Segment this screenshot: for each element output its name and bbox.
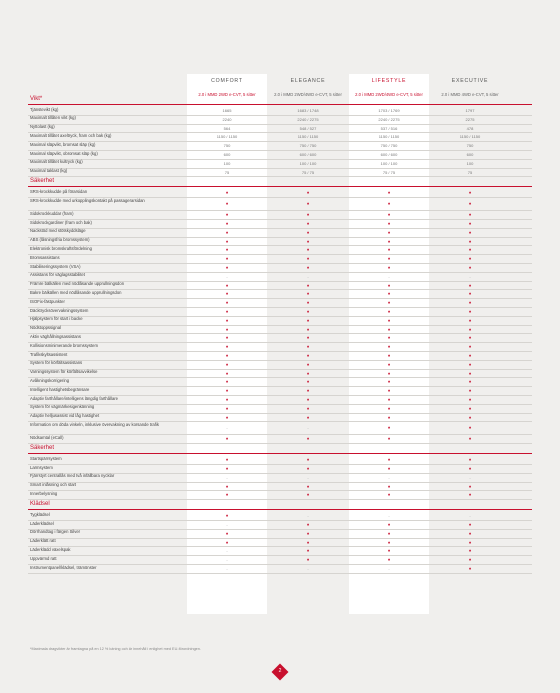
standard-dot: ♦ [225,457,229,463]
standard-dot: ♦ [387,317,391,323]
standard-dot: ♦ [387,361,391,367]
standard-dot: ♦ [387,379,391,385]
standard-dot: ♦ [387,492,391,498]
row-label: Stabiliseringssystem (VSA) [30,263,81,269]
standard-dot: ♦ [387,466,391,471]
value-cell: 100 / 100 [299,160,317,166]
standard-dot: ♦ [306,229,310,235]
standard-dot: ♦ [468,229,472,235]
row-label: Läderklädd växelspak [30,546,71,552]
standard-dot: ♦ [468,221,472,226]
standard-dot: ♦ [306,326,310,332]
standard-dot: ♦ [468,379,472,385]
standard-dot: ♦ [225,397,229,402]
row-label: Nödstoppssignal [30,325,61,331]
standard-dot: ♦ [387,190,391,196]
standard-dot: ♦ [225,212,229,218]
value-cell: 1150 / 1150 [297,134,319,140]
section-rule [28,509,532,510]
standard-dot: ♦ [225,539,229,545]
value-cell: 750 / 750 [299,143,317,149]
standard-dot: ♦ [468,457,472,463]
standard-dot: ♦ [468,291,472,297]
column-header: LIFESTYLE [371,78,407,84]
value-cell: 564 [223,125,231,131]
row-label: Intelligent hastighetsbegränsare [30,386,90,392]
row-label: Adaptiv helljusassist vid låg hastighet [30,413,100,419]
standard-dot: ♦ [387,229,391,235]
table-row [28,434,532,444]
standard-dot: ♦ [387,335,391,341]
standard-dot: ♦ [468,212,472,218]
row-label: Assistans för väglagsstabilitet [30,272,85,278]
standard-dot: ♦ [387,291,391,297]
standard-dot: ♦ [225,405,229,411]
not-available-dash: - [469,273,471,279]
row-label: Instrumentpanel/klädsel, trämönster [30,564,97,570]
row-label: Läderklädsel [30,520,54,526]
standard-dot: ♦ [306,247,310,253]
standard-dot: ♦ [225,492,229,498]
standard-dot: ♦ [225,282,229,288]
standard-dot: ♦ [468,539,472,545]
standard-dot: ♦ [468,370,472,376]
row-label: Maximal släpvikt, obromsat släp (kg) [30,150,98,156]
row-label: Startspärrsystem [30,455,62,461]
row-label: Maximalt tillåtet axeltryck, fram och bak (kg) [30,132,112,138]
standard-dot: ♦ [468,265,472,270]
standard-dot: ♦ [468,353,472,358]
standard-dot: ♦ [306,238,310,244]
standard-dot: ♦ [225,256,229,262]
row-label: Information om döda vinkeln, inklusive övervakning av korsande trafik [30,421,159,427]
row-label: Maximalt tillåten vikt (kg) [30,115,76,121]
row-label: Nödsamtal (eCall) [30,434,64,440]
standard-dot: ♦ [387,483,391,489]
value-cell: 1150 / 1150 [216,134,238,140]
standard-dot: ♦ [468,397,472,402]
value-cell: 75 [224,169,230,175]
value-cell: 600 / 600 [299,152,317,157]
not-available-dash: - [307,513,309,519]
standard-dot: ♦ [225,361,229,367]
value-cell: 1665 [222,108,232,113]
table-row [28,421,532,435]
not-available-dash: - [226,566,228,571]
standard-dot: ♦ [306,361,310,367]
standard-dot: ♦ [225,229,229,235]
standard-dot: ♦ [387,265,391,270]
standard-dot: ♦ [468,548,472,554]
standard-dot: ♦ [306,522,310,527]
standard-dot: ♦ [306,265,310,270]
value-cell: 478 [466,125,474,131]
standard-dot: ♦ [306,379,310,385]
standard-dot: ♦ [306,317,310,323]
value-cell: 1683 / 1748 [297,108,319,113]
section-title: Säkerhet [30,445,55,452]
standard-dot: ♦ [225,190,229,196]
row-label: System för vägmärkesigenkänning [30,404,95,410]
standard-dot: ♦ [468,530,472,536]
standard-dot: ♦ [468,256,472,262]
standard-dot: ♦ [387,522,391,527]
row-label: Maximalt tillåtet kultryck (kg) [30,159,83,165]
standard-dot: ♦ [306,466,310,471]
standard-dot: ♦ [306,300,310,306]
standard-dot: ♦ [306,548,310,554]
standard-dot: ♦ [225,265,229,270]
row-label: Larmsystem [30,464,53,470]
section-rule [28,453,532,454]
table-row [28,564,532,574]
standard-dot: ♦ [387,309,391,314]
section-rule [28,104,532,105]
standard-dot: ♦ [306,291,310,297]
standard-dot: ♦ [225,317,229,323]
row-label: Kollisionsminimerande bromssystem [30,342,98,348]
value-cell: 750 / 750 [380,143,398,149]
not-available-dash: - [469,513,471,519]
value-cell: 75 / 75 [301,169,315,175]
standard-dot: ♦ [387,414,391,420]
standard-dot: ♦ [387,221,391,226]
standard-dot: ♦ [468,361,472,367]
row-label: SRS-krockkudde med urkopplingskontakt på passagerarsidan [30,197,145,203]
value-cell: 548 / 527 [299,125,317,131]
column-subheader: 2.0 i MMD 2WD/4WD e-CVT, 5 sitter [355,92,423,97]
standard-dot: ♦ [468,300,472,306]
standard-dot: ♦ [306,457,310,463]
standard-dot: ♦ [306,492,310,498]
section-title: Säkerhet [30,178,55,185]
value-cell: 75 [467,169,473,175]
standard-dot: ♦ [387,212,391,218]
standard-dot: ♦ [225,353,229,358]
standard-dot: ♦ [306,212,310,218]
standard-dot: ♦ [468,344,472,350]
standard-dot: ♦ [306,256,310,262]
not-available-dash: - [226,557,228,563]
section-title: Klädsel [30,501,50,508]
standard-dot: ♦ [468,483,472,489]
standard-dot: ♦ [306,335,310,341]
standard-dot: ♦ [225,436,229,442]
standard-dot: ♦ [468,566,472,571]
standard-dot: ♦ [225,300,229,306]
standard-dot: ♦ [468,414,472,420]
standard-dot: ♦ [306,221,310,226]
row-label: Maximal taklast (kg) [30,168,68,174]
standard-dot: ♦ [225,388,229,394]
not-available-dash: - [307,566,309,571]
row-label: ABS (låsningsfria bromssystem) [30,237,90,243]
value-cell: 1150 / 1150 [378,134,400,140]
standard-dot: ♦ [306,539,310,545]
standard-dot: ♦ [468,557,472,563]
standard-dot: ♦ [387,388,391,394]
standard-dot: ♦ [387,353,391,358]
table-row [28,197,532,211]
standard-dot: ♦ [387,457,391,463]
column-subheader: 2.0 i MMD 2WD e-CVT, 5 sitter [198,92,256,97]
value-cell: 75 / 75 [382,169,396,175]
standard-dot: ♦ [468,317,472,323]
standard-dot: ♦ [225,326,229,332]
standard-dot: ♦ [306,190,310,196]
table-row [28,490,532,500]
standard-dot: ♦ [225,201,229,207]
value-cell: 600 [466,152,474,157]
standard-dot: ♦ [306,557,310,563]
standard-dot: ♦ [225,247,229,253]
standard-dot: ♦ [306,344,310,350]
standard-dot: ♦ [387,256,391,262]
row-label: Dörrhandtag i färgen Silver [30,529,81,535]
standard-dot: ♦ [387,370,391,376]
not-available-dash: - [469,474,471,480]
row-label: Fjärrstyrt centrallås med två infällbara nycklar [30,473,115,479]
column-header: COMFORT [211,78,243,84]
value-cell: 100 [466,160,474,166]
standard-dot: ♦ [468,335,472,341]
value-cell: 600 / 600 [380,152,398,157]
not-available-dash: - [388,566,390,571]
section-rule [28,186,532,187]
standard-dot: ♦ [468,247,472,253]
row-label: Nackstöd med stötskyddsläge [30,228,86,234]
standard-dot: ♦ [468,282,472,288]
page-number: 2 [278,668,282,674]
standard-dot: ♦ [468,309,472,314]
standard-dot: ♦ [387,344,391,350]
standard-dot: ♦ [225,379,229,385]
row-label: Sidokrockgardiner (fram och bak) [30,219,92,225]
row-label: System för körfältsassistans [30,360,83,366]
not-available-dash: - [307,273,309,279]
standard-dot: ♦ [387,548,391,554]
value-cell: 1703 / 1769 [378,108,400,113]
section-title: Vikt* [30,96,43,102]
row-label: Bromsassistans [30,254,60,260]
row-label: SRS-krockkudde på förarsidan [30,188,88,194]
standard-dot: ♦ [306,405,310,411]
value-cell: 1797 [465,108,475,113]
row-label: Däcktrycksövervakningssystem [30,307,89,313]
not-available-dash: - [226,548,228,554]
row-label: Innerbelysning [30,490,58,496]
row-label: Läderklätt ratt [30,538,56,544]
column-header: ELEGANCE [290,78,326,84]
standard-dot: ♦ [225,335,229,341]
standard-dot: ♦ [387,326,391,332]
not-available-dash: - [226,425,228,431]
standard-dot: ♦ [387,405,391,411]
value-cell: 2240 / 2275 [297,116,319,122]
standard-dot: ♦ [468,190,472,196]
row-label: Främre bälkällen med nödlåsande upprullningsdon [30,281,125,287]
standard-dot: ♦ [468,436,472,442]
not-available-dash: - [226,273,228,279]
row-label: Tygklädsel [30,511,50,517]
standard-dot: ♦ [225,483,229,489]
not-available-dash: - [388,273,390,279]
row-label: Aktiv väghållningsassistans [30,333,81,339]
standard-dot: ♦ [468,466,472,471]
value-cell: 2240 / 2275 [378,116,400,122]
value-cell: 750 [466,143,474,149]
row-label: Uppvärmd ratt [30,555,57,561]
row-label: Tjänstevikt (kg) [30,106,59,112]
standard-dot: ♦ [225,414,229,420]
table-row [28,168,532,178]
row-label: Maximal släpvikt, bromsat släp (kg) [30,141,96,147]
row-label: Varningssystem för körfältsavvikelse [30,369,98,375]
standard-dot: ♦ [468,388,472,394]
standard-dot: ♦ [306,309,310,314]
standard-dot: ♦ [387,397,391,402]
standard-dot: ♦ [225,221,229,226]
not-available-dash: - [226,474,228,480]
standard-dot: ♦ [306,388,310,394]
value-cell: 537 / 516 [380,125,398,131]
standard-dot: ♦ [306,483,310,489]
standard-dot: ♦ [306,530,310,536]
standard-dot: ♦ [306,436,310,442]
row-label: Trafikskyltsassistent [30,351,68,357]
standard-dot: ♦ [225,370,229,376]
standard-dot: ♦ [468,238,472,244]
standard-dot: ♦ [387,539,391,545]
standard-dot: ♦ [387,436,391,442]
standard-dot: ♦ [468,492,472,498]
value-cell: 100 / 100 [380,160,398,166]
value-cell: 2275 [465,116,475,122]
standard-dot: ♦ [387,238,391,244]
standard-dot: ♦ [387,201,391,207]
row-label: Smart inlåsning och start [30,482,77,488]
row-label: Avåkningskorrigering [30,377,70,383]
column-subheader: 2.0 i MMD 4WD e-CVT, 5 sitter [441,92,499,97]
row-label: ISOFix-fästpunkter [30,298,65,304]
standard-dot: ♦ [387,282,391,288]
standard-dot: ♦ [306,282,310,288]
column-header: EXECUTIVE [451,78,489,84]
value-cell: 750 [223,143,231,149]
value-cell: 100 [223,160,231,166]
standard-dot: ♦ [225,309,229,314]
not-available-dash: - [388,513,390,519]
not-available-dash: - [226,522,228,527]
standard-dot: ♦ [306,397,310,402]
standard-dot: ♦ [225,291,229,297]
standard-dot: ♦ [225,238,229,244]
value-cell: 600 [223,152,231,157]
row-label: Elektronisk bromskraftsfördelning [30,245,92,251]
standard-dot: ♦ [306,201,310,207]
not-available-dash: - [307,474,309,480]
not-available-dash: - [388,474,390,480]
standard-dot: ♦ [225,530,229,536]
standard-dot: ♦ [387,530,391,536]
standard-dot: ♦ [387,425,391,431]
column-subheader: 2.0 i MMD 2WD/4WD e-CVT, 5 sitter [274,92,342,97]
standard-dot: ♦ [225,466,229,471]
standard-dot: ♦ [387,300,391,306]
row-label: Sidokrockkuddar (fram) [30,210,74,216]
standard-dot: ♦ [306,353,310,358]
standard-dot: ♦ [468,201,472,207]
standard-dot: ♦ [468,405,472,411]
standard-dot: ♦ [225,513,229,519]
standard-dot: ♦ [387,247,391,253]
standard-dot: ♦ [306,414,310,420]
value-cell: 2240 [222,116,232,122]
row-label: Nyttolast (kg) [30,124,55,130]
standard-dot: ♦ [468,425,472,431]
standard-dot: ♦ [387,557,391,563]
standard-dot: ♦ [225,344,229,350]
not-available-dash: - [307,425,309,431]
standard-dot: ♦ [468,326,472,332]
row-label: Hjälpsystem för start i backe [30,316,83,322]
standard-dot: ♦ [306,370,310,376]
standard-dot: ♦ [468,522,472,527]
footnote: *Maximala dragvikter är framtagna på en 12 % lutning och är innehåll i enlighet med EU-förordningen. [30,647,201,651]
value-cell: 1150 / 1150 [459,134,481,140]
row-label: Adaptiv farthållare/intelligens längdig farthållare [30,395,118,401]
row-label: Bakre bälkällen med nödlåsande upprullningsdon [30,289,122,295]
